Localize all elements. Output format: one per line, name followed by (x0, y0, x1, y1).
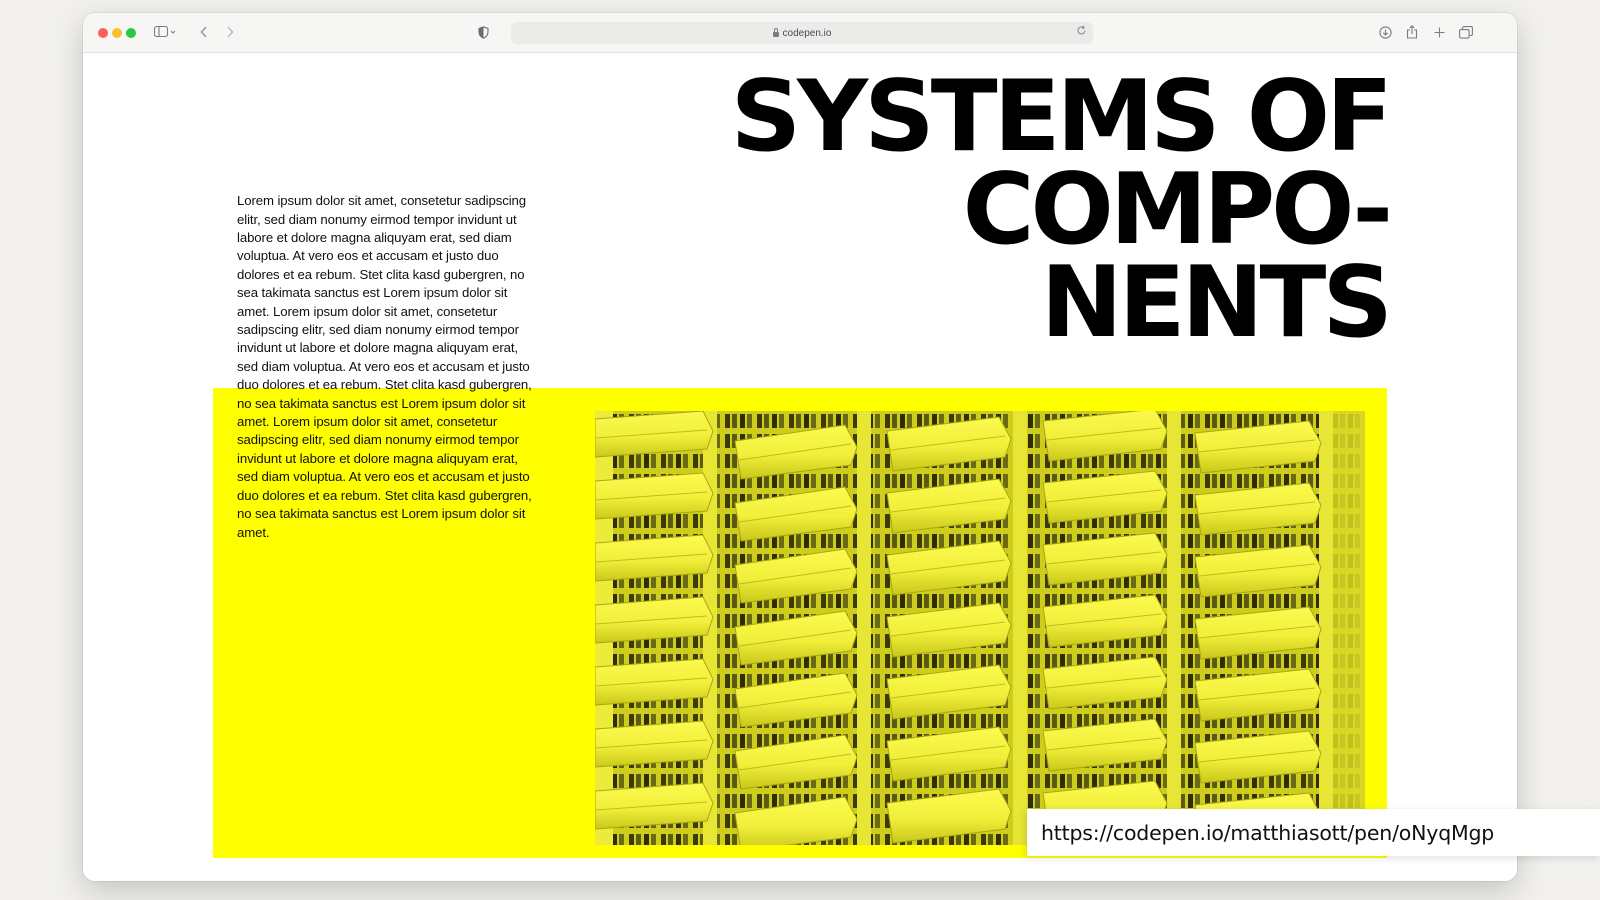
building-balconies-photo (595, 411, 1365, 845)
chevron-left-icon[interactable] (197, 22, 211, 42)
browser-window (83, 13, 1517, 881)
zoom-window-button[interactable] (126, 28, 136, 38)
page-headline (730, 60, 1389, 360)
lock-icon (773, 32, 779, 37)
address-text: codepen.io (782, 27, 832, 39)
close-window-button[interactable] (98, 28, 108, 38)
download-icon[interactable] (1377, 22, 1393, 42)
source-url-text: https://codepen.io/matthiasott/pen/oNyqMgp (1041, 820, 1495, 845)
sidebar-icon[interactable] (152, 22, 178, 42)
address-bar[interactable] (511, 22, 1093, 44)
headline-line-3: NENTS (1040, 246, 1389, 360)
minimize-window-button[interactable] (112, 28, 122, 38)
reload-icon[interactable] (1076, 25, 1087, 39)
source-url-label (1027, 809, 1600, 856)
chevron-right-icon[interactable] (223, 22, 237, 42)
plus-icon[interactable] (1431, 22, 1447, 42)
headline-line-1: SYSTEMS OF (730, 60, 1389, 174)
page-content (83, 53, 1517, 881)
share-icon[interactable] (1404, 22, 1420, 42)
shield-icon[interactable] (475, 22, 491, 42)
tabs-overview-icon[interactable] (1458, 22, 1474, 42)
body-paragraph: Lorem ipsum dolor sit amet, consetetur sadipscing elitr, sed diam nonumy eirmod tempor invidunt ut labore et dolore magna aliquyam erat, sed diam voluptua. At vero eos et accusam et justo duo dolores et ea rebum. Stet clita kasd gubergren, no sea takimata sanctus est Lorem ipsum dolor sit amet. Lorem ipsum dolor sit amet, consetetur sadipscing elitr, sed diam nonumy eirmod tempor invidunt ut labore et dolore magna aliquyam erat, sed diam voluptua. At vero eos et accusam et justo duo dolores et ea rebum. Stet clita kasd gubergren, no sea takimata sanctus est Lorem ipsum dolor sit amet. Lorem ipsum dolor sit amet, consetetur sadipscing elitr, sed diam nonumy eirmod tempor invidunt ut labore et dolore magna aliquyam erat, sed diam voluptua. At vero eos et accusam et justo duo dolores et ea rebum. Stet clita kasd gubergren, no sea takimata sanctus est Lorem ipsum dolor sit amet. (237, 193, 532, 540)
browser-toolbar (83, 13, 1517, 53)
headline-line-2: COMPO- (962, 153, 1389, 267)
